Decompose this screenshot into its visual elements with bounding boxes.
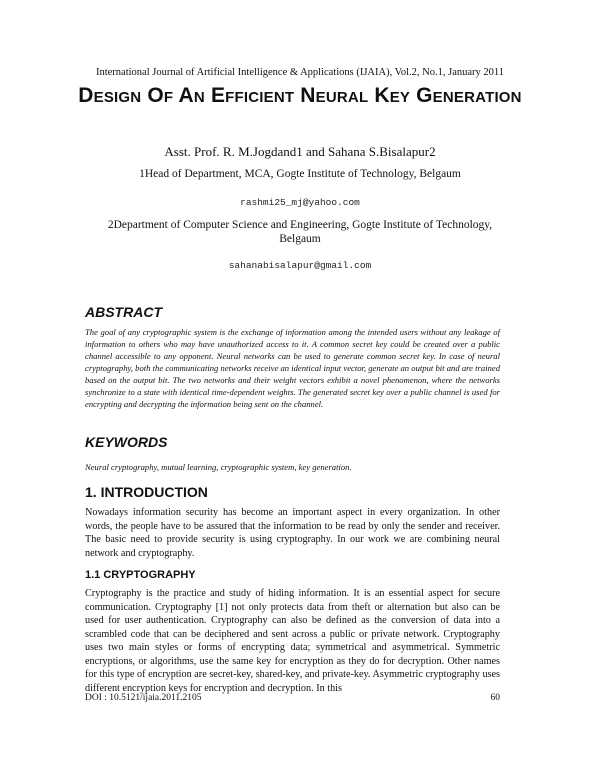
email-2[interactable]: sahanabisalapur@gmail.com — [228, 260, 372, 271]
introduction-heading: 1. INTRODUCTION — [85, 484, 208, 500]
introduction-text: Nowadays information security has become an important aspect in every organization. In other words, the people have to be assured that the information to be read by only the sender and receiver. The basic need to provide security is using cryptography. In our work we are combining neural network and cryptography. — [85, 507, 500, 559]
journal-header: International Journal of Artificial Intelligence & Applications (IJAIA), Vol.2, No.1, January 2011 — [95, 67, 505, 78]
keywords-heading: KEYWORDS — [85, 434, 168, 450]
authors: Asst. Prof. R. M.Jogdand1 and Sahana S.Bisalapur2 — [164, 144, 436, 159]
cryptography-text: Cryptography is the practice and study of hiding information. It is an essential aspect for secure communication. Cryptography [1] not only protects data from theft or alternation but also can be used for user authentication. Cryptography can also be defined as the conversion of data into a scrambled code that can be deciphered and sent across a public or private network. Cryptography uses two main styles or forms of encrypting data; symmetrical and asymmetrical. Symmetric encryptions, or algorithms, use the same key for encryption as they do for decryption. Other names for this type of encryption are secret-key, shared-key, and private-key. Asymmetric cryptography uses different encryption keys for encryption and decryption. In this — [85, 588, 500, 694]
page-number: 60 — [490, 693, 500, 703]
abstract-heading: ABSTRACT — [85, 304, 162, 320]
abstract-text: The goal of any cryptographic system is the exchange of information among the intended users without any leakage of information to others who may have unauthorized access to it. A common secret key could be created over a public channel accessible to any opponent. Neural networks can be used to generate common secret key. In case of neural cryptography, both the communicating networks receive an identical input vector, generate an output bit and are trained based on the output bit. The two networks and their weight vectors exhibit a novel phenomenon, where the networks synchronize to a state with identical time-dependent weights. The generated secret key over a public channel is used for encrypting and decrypting the information being sent on the channel. — [85, 327, 500, 409]
affiliation-1: 1Head of Department, MCA, Gogte Institute of Technology, Belgaum — [139, 168, 461, 180]
email-1[interactable]: rashmi25_mj@yahoo.com — [240, 197, 360, 208]
keywords-text: Neural cryptography, mutual learning, cryptographic system, key generation. — [85, 462, 352, 472]
affiliation-2: 2Department of Computer Science and Engineering, Gogte Institute of Technology, Belgaum — [107, 219, 493, 245]
cryptography-heading: 1.1 CRYPTOGRAPHY — [85, 569, 196, 581]
paper-title: Design Of An Efficient Neural Key Generation — [78, 84, 522, 107]
doi: DOI : 10.5121/ijaia.2011.2105 — [85, 693, 202, 703]
